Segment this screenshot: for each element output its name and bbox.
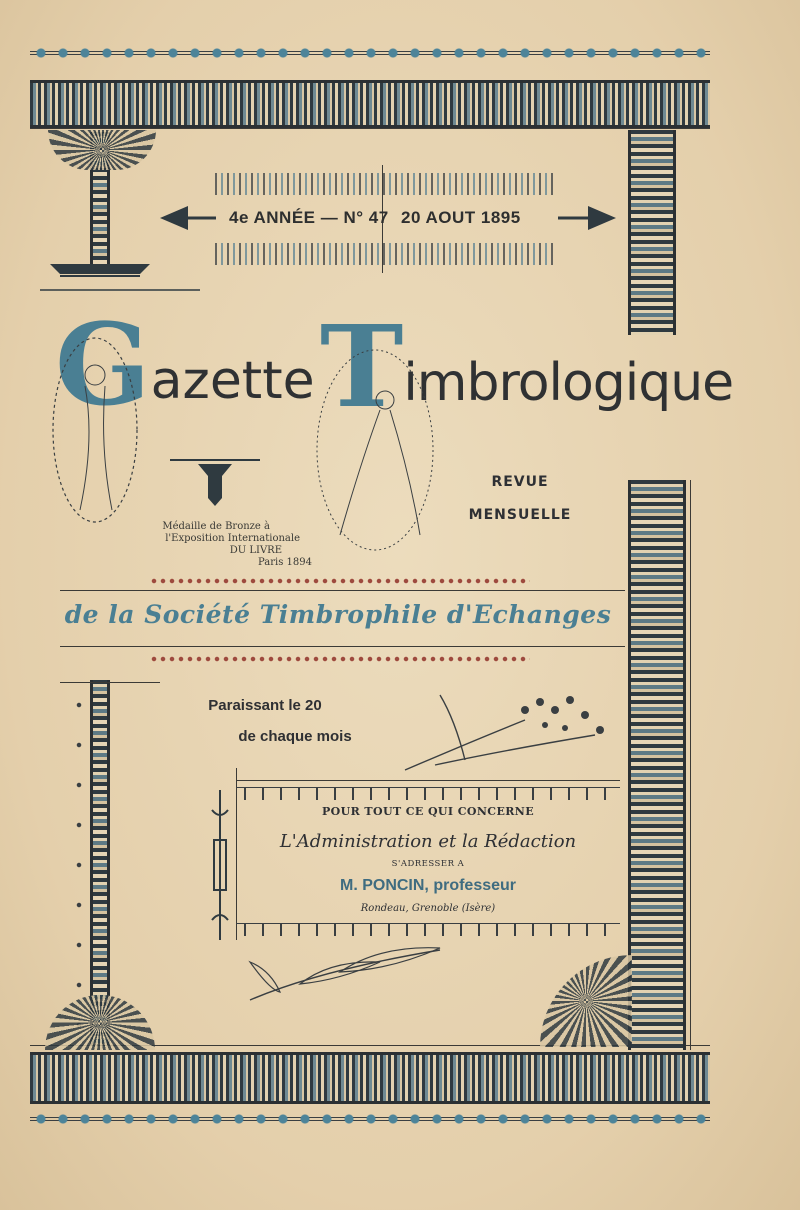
nymph-illustration-left	[40, 320, 150, 530]
society-bottom-dots	[150, 655, 530, 663]
medal-line-3: DU LIVRE	[229, 545, 282, 556]
title-initial-t: T	[320, 302, 404, 433]
left-lower-column	[90, 680, 110, 1045]
title-timbrologique-rest: imbrologique	[403, 353, 734, 413]
left-lower-rule	[60, 682, 160, 683]
contact-left-ornament	[208, 790, 232, 940]
contact-box	[236, 783, 620, 938]
contact-box-top-rule	[236, 780, 620, 781]
issue-cartouche	[215, 165, 555, 273]
title-gazette-rest: azette	[150, 351, 315, 411]
flower-illustration	[395, 680, 625, 780]
top-rule	[30, 128, 710, 129]
center-bracket-ornament	[170, 458, 260, 508]
left-dot-column	[74, 700, 84, 1040]
leaf-illustration	[240, 940, 470, 1010]
contact-line-2: L'Administration et la Rédaction	[279, 831, 577, 852]
bottom-scroll-band	[30, 1052, 710, 1104]
contact-address: Rondeau, Grenoble (Isère)	[360, 903, 496, 914]
subtitle-mensuelle: MENSUELLE	[468, 507, 572, 523]
issue-top-ornament	[215, 173, 555, 195]
contact-line-3: S'ADRESSER A	[391, 859, 465, 869]
medal-line-1: Médaille de Bronze à	[162, 521, 270, 532]
title-initial-g: G	[55, 300, 151, 431]
right-lower-column	[628, 480, 686, 1050]
left-arrow-ornament	[158, 198, 218, 238]
right-column-rule	[690, 480, 691, 1050]
right-arrow-ornament	[558, 198, 618, 238]
right-upper-column	[628, 130, 676, 335]
issue-number: 4e ANNÉE — N° 47	[229, 208, 389, 227]
contact-line-1: POUR TOUT CE QUI CONCERNE	[321, 805, 535, 818]
society-top-rule	[60, 590, 625, 591]
left-pedestal	[40, 262, 160, 292]
publication-line-1: Paraissant le 20	[208, 697, 322, 714]
bottom-star-border	[30, 1108, 710, 1130]
medal-line-4: Paris 1894	[258, 557, 312, 568]
medal-line-2: l'Exposition Internationale	[165, 533, 300, 544]
subtitle-revue: REVUE	[491, 474, 549, 490]
nymph-illustration-center	[310, 345, 440, 555]
society-name: de la Société Timbrophile d'Echanges	[64, 600, 612, 629]
society-top-dots	[150, 577, 530, 585]
issue-date: 20 AOUT 1895	[401, 208, 521, 227]
issue-bottom-ornament	[215, 243, 555, 265]
publication-line-2: de chaque mois	[238, 728, 352, 745]
contact-top-ticks	[236, 787, 620, 800]
contact-bottom-ticks	[236, 923, 620, 936]
top-star-border	[30, 42, 710, 64]
contact-name: M. PONCIN, professeur	[339, 877, 517, 894]
top-scroll-band	[30, 80, 710, 128]
medal-note	[162, 521, 312, 569]
society-bottom-rule	[60, 646, 625, 647]
